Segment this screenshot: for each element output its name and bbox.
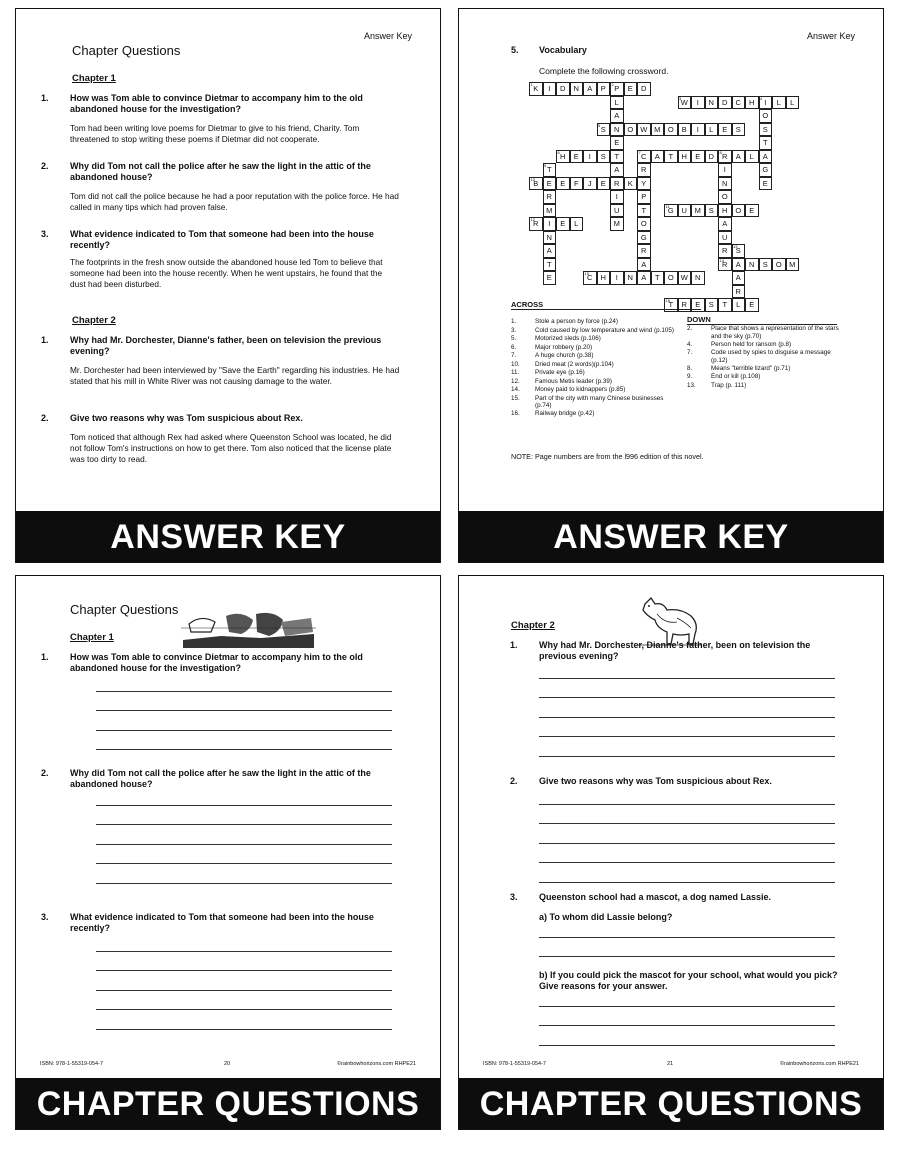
page-header-label: Answer Key bbox=[806, 31, 855, 41]
crossword-cell: A bbox=[610, 163, 624, 177]
clue-text: Motorized sleds (p.106) bbox=[535, 335, 601, 342]
crossword-cell: E bbox=[543, 271, 557, 285]
question-text: Why had Mr. Dorchester, Dianne's father, been on television the previous evening? bbox=[70, 335, 382, 356]
question-text: What evidence indicated to Tom that someone had been into the house recently? bbox=[70, 229, 374, 250]
crossword-cell: N bbox=[624, 271, 638, 285]
crossword-cell: L bbox=[705, 123, 719, 137]
clue-item bbox=[687, 382, 842, 390]
crossword-cell: A bbox=[732, 150, 746, 164]
crossword-cell: R bbox=[610, 177, 624, 191]
crossword-cell: O bbox=[732, 204, 746, 218]
chapter-2-heading: Chapter 2 bbox=[511, 620, 555, 631]
question-3 bbox=[41, 229, 400, 251]
crossword-cell: I bbox=[691, 123, 705, 137]
crossword-cell: Y bbox=[637, 177, 651, 191]
crossword-cell: L bbox=[745, 150, 759, 164]
down-heading: DOWN bbox=[687, 315, 837, 325]
crossword-cell: E bbox=[570, 150, 584, 164]
crossword-cell: E bbox=[745, 204, 759, 218]
clue-item bbox=[511, 318, 681, 326]
page-number-note: NOTE: Page numbers are from the l996 edition of this novel. bbox=[511, 452, 704, 461]
crossword-cell: M bbox=[543, 204, 557, 218]
page-title: Chapter Questions bbox=[70, 602, 179, 617]
crossword-cell: T bbox=[637, 204, 651, 218]
worksheet-page-chapter-1 bbox=[15, 575, 441, 1130]
crossword-cell: D bbox=[705, 150, 719, 164]
answer-lines-1[interactable] bbox=[96, 672, 392, 750]
crossword-cell: S bbox=[705, 298, 719, 312]
crossword-cell: P bbox=[637, 190, 651, 204]
crossword-grid bbox=[529, 82, 809, 309]
crossword-cell: I bbox=[691, 96, 705, 110]
answer-lines-2[interactable] bbox=[96, 786, 392, 884]
question-3a: a) To whom did Lassie belong? bbox=[539, 912, 673, 922]
clue-number: 16. bbox=[511, 410, 520, 417]
crossword-cell: H bbox=[597, 271, 611, 285]
answer-key-banner: ANSWER KEY bbox=[459, 511, 883, 562]
crossword-cell: E bbox=[759, 177, 773, 191]
answer-4: Mr. Dorchester had been interviewed by "Save the Earth" regarding his industries. He had stated that his mill in White River was not causing damage to the water. bbox=[70, 365, 400, 386]
crossword-cell: E bbox=[556, 177, 570, 191]
clue-text: Money paid to kidnappers (p.85) bbox=[535, 386, 626, 393]
crossword-cell: O bbox=[624, 123, 638, 137]
clue-number: 5 bbox=[598, 122, 601, 128]
crossword-cell: P 2 bbox=[610, 82, 624, 96]
clue-item bbox=[511, 369, 681, 377]
crossword-cell: F bbox=[570, 177, 584, 191]
clue-text: Dried meat (2 words)(p.104) bbox=[535, 360, 614, 368]
crossword-cell: P bbox=[597, 82, 611, 96]
question-3b: b) If you could pick the mascot for your school, what would you pick? Give reasons for your answer. bbox=[539, 970, 838, 991]
crossword-cell: A bbox=[651, 150, 665, 164]
crossword-cell: U bbox=[610, 204, 624, 218]
crossword-cell: D bbox=[718, 96, 732, 110]
crossword-cell: A bbox=[610, 109, 624, 123]
clue-text: Famous Metis leader (p.39) bbox=[535, 377, 612, 385]
clue-text: Cold caused by low temperature and wind (p.105) bbox=[535, 326, 674, 334]
clue-text: Place that shows a representation of the stars and the sky (p.70) bbox=[711, 325, 839, 340]
answer-lines-3a[interactable] bbox=[539, 918, 835, 957]
clue-number: 9 bbox=[544, 163, 547, 168]
crossword-cell: R bbox=[543, 190, 557, 204]
question-text: How was Tom able to convince Dietmar to accompany him to the old abandoned house for the investigation? bbox=[70, 93, 363, 114]
crossword-cell: N bbox=[705, 96, 719, 110]
question-number: 2. bbox=[41, 161, 49, 171]
crossword-cell: N bbox=[570, 82, 584, 96]
clue-number: 6 bbox=[557, 149, 560, 155]
question-text: What evidence indicated to Tom that someone had been into the house recently? bbox=[70, 912, 374, 933]
clue-text: Railway bridge (p.42) bbox=[535, 410, 595, 417]
clue-item bbox=[511, 335, 681, 343]
clue-number: 7. bbox=[511, 352, 517, 359]
answer-lines-2[interactable] bbox=[539, 785, 835, 883]
crossword-cell: N bbox=[543, 231, 557, 245]
crossword-cell: S bbox=[759, 123, 773, 137]
crossword-cell: E bbox=[691, 150, 705, 164]
crossword-cell: T bbox=[718, 298, 732, 312]
clue-text: Major robbery (p.20) bbox=[535, 343, 593, 351]
clue-item bbox=[511, 386, 681, 394]
clue-number: 8. bbox=[687, 364, 693, 372]
clue-number: 14. bbox=[511, 386, 520, 393]
question-3 bbox=[510, 892, 843, 903]
footer-publisher: ©rainbowhorizons.com RHPE21 bbox=[337, 1061, 416, 1067]
clue-number: 13. bbox=[687, 381, 696, 389]
crossword-cell: T bbox=[543, 258, 557, 272]
crossword-cell: A bbox=[732, 271, 746, 285]
crossword-cell: A bbox=[759, 150, 773, 164]
page-header-label: Answer Key bbox=[363, 31, 412, 41]
clue-item bbox=[687, 341, 842, 349]
question-number: 2. bbox=[41, 768, 49, 778]
chapter-2-heading: Chapter 2 bbox=[72, 315, 116, 326]
clue-number: 14 bbox=[719, 257, 724, 263]
question-number: 3. bbox=[41, 912, 49, 922]
crossword-cell: W 3 bbox=[678, 96, 692, 110]
clue-number: 15 bbox=[584, 271, 589, 276]
crossword-cell: A bbox=[732, 258, 746, 272]
crossword-cell: K bbox=[624, 177, 638, 191]
clue-number: 5. bbox=[511, 335, 517, 342]
clue-item bbox=[687, 373, 842, 381]
clue-number: 15. bbox=[511, 394, 520, 402]
crossword-cell: S bbox=[759, 258, 773, 272]
answer-2: Tom did not call the police because he had a poor reputation with the police force. He had called in many tips which had proven false. bbox=[70, 191, 399, 212]
crossword-cell: O bbox=[772, 258, 786, 272]
crossword-cell: B bbox=[678, 123, 692, 137]
crossword-cell: A bbox=[637, 258, 651, 272]
answer-lines-3[interactable] bbox=[96, 932, 392, 1030]
clue-text: Code used by spies to disguise a message (p.12) bbox=[711, 349, 831, 364]
clue-text: Person held for ransom (p.8) bbox=[711, 340, 792, 348]
question-number: 1. bbox=[510, 640, 518, 650]
crossword-cell: C 15 bbox=[583, 271, 597, 285]
clue-number: 13 bbox=[733, 244, 738, 249]
crossword-cell: A bbox=[543, 244, 557, 258]
crossword-cell: O bbox=[718, 190, 732, 204]
crossword-cell: K 1 bbox=[529, 82, 543, 96]
crossword-cell: H bbox=[718, 204, 732, 218]
crossword-cell: M bbox=[691, 204, 705, 218]
footer-page-number: 20 bbox=[224, 1061, 231, 1067]
clue-number: 2. bbox=[687, 325, 693, 332]
crossword-cell: L bbox=[610, 96, 624, 110]
crossword-cell: I 4 bbox=[759, 96, 773, 110]
crossword-cell: O bbox=[664, 123, 678, 137]
crossword-cell: C bbox=[732, 96, 746, 110]
clue-item bbox=[687, 349, 842, 364]
clue-number: 7. bbox=[687, 349, 693, 356]
crossword-cell: S bbox=[597, 150, 611, 164]
crossword-cell: S 5 bbox=[597, 123, 611, 137]
answer-key-page-crossword bbox=[458, 8, 884, 563]
crossword-cell: E bbox=[610, 136, 624, 150]
footer-isbn: ISBN: 978-1-55319-054-7 bbox=[40, 1061, 103, 1067]
crossword-cell: E bbox=[691, 298, 705, 312]
question-3 bbox=[41, 912, 400, 934]
crossword-cell: W bbox=[637, 123, 651, 137]
crossword-cell: E bbox=[745, 298, 759, 312]
crossword-cell: T 9 bbox=[543, 163, 557, 177]
question-number: 3. bbox=[41, 229, 49, 239]
footer-isbn: ISBN: 978-1-55319-054-7 bbox=[483, 1061, 546, 1067]
boys-reading-illustration bbox=[181, 610, 316, 648]
question-number: 1. bbox=[41, 93, 49, 103]
question-number: 1. bbox=[41, 335, 49, 345]
chapter-1-heading: Chapter 1 bbox=[70, 632, 114, 643]
crossword-cell: N bbox=[691, 271, 705, 285]
clue-item bbox=[511, 378, 681, 386]
clue-number: 11 bbox=[665, 203, 670, 209]
crossword-cell: U bbox=[718, 231, 732, 245]
answer-key-banner: ANSWER KEY bbox=[16, 511, 440, 562]
dog-illustration bbox=[637, 594, 701, 646]
crossword-cell: G 11 bbox=[664, 204, 678, 218]
page-title: Chapter Questions bbox=[72, 43, 181, 58]
crossword-cell: O bbox=[637, 217, 651, 231]
crossword-cell: N bbox=[610, 123, 624, 137]
crossword-cell: E bbox=[718, 123, 732, 137]
crossword-cell: D bbox=[556, 82, 570, 96]
crossword-cell: J bbox=[583, 177, 597, 191]
clue-text: Part of the city with many Chinese businesses (p.74) bbox=[535, 394, 664, 410]
clue-number: 7 bbox=[638, 149, 641, 155]
crossword-cell: O bbox=[664, 271, 678, 285]
crossword-instruction: Complete the following crossword. bbox=[539, 66, 669, 76]
clue-item bbox=[687, 365, 842, 373]
question-text: How was Tom able to convince Dietmar to accompany him to the old abandoned house for the investigation? bbox=[70, 652, 363, 673]
crossword-cell: I bbox=[610, 190, 624, 204]
crossword-cell: T bbox=[651, 271, 665, 285]
clue-number: 11. bbox=[511, 369, 520, 376]
clue-text: Private eye (p.16) bbox=[535, 369, 585, 376]
crossword-cell: A bbox=[718, 217, 732, 231]
crossword-cell: R 12 bbox=[529, 217, 543, 231]
crossword-cell: N bbox=[745, 258, 759, 272]
footer-publisher: ©rainbowhorizons.com RHPE21 bbox=[780, 1061, 859, 1067]
crossword-cell: R 14 bbox=[718, 258, 732, 272]
crossword-cell: U bbox=[678, 204, 692, 218]
chapter-1-heading: Chapter 1 bbox=[72, 73, 116, 84]
clue-number: 3. bbox=[511, 326, 517, 334]
crossword-cell: A bbox=[637, 271, 651, 285]
question-4 bbox=[41, 335, 400, 357]
crossword-cell: L bbox=[570, 217, 584, 231]
crossword-cell: E bbox=[624, 82, 638, 96]
crossword-cell: L bbox=[786, 96, 800, 110]
crossword-cell: T bbox=[664, 150, 678, 164]
section-title: Vocabulary bbox=[539, 45, 587, 55]
crossword-cell: I bbox=[583, 150, 597, 164]
crossword-cell: R bbox=[637, 244, 651, 258]
crossword-cell: L bbox=[772, 96, 786, 110]
clue-number: 6. bbox=[511, 343, 517, 351]
clue-number: 4 bbox=[760, 95, 763, 101]
answer-lines-3b[interactable] bbox=[539, 987, 835, 1046]
crossword-cell: D bbox=[637, 82, 651, 96]
clue-number: 1 bbox=[530, 82, 533, 87]
clue-item bbox=[687, 325, 842, 340]
clue-number: 10. bbox=[511, 360, 520, 368]
crossword-cell: R bbox=[637, 163, 651, 177]
crossword-cell: T bbox=[610, 150, 624, 164]
crossword-cell: T bbox=[759, 136, 773, 150]
crossword-cell: L bbox=[732, 298, 746, 312]
clue-item bbox=[511, 344, 681, 352]
clue-number: 16 bbox=[665, 298, 670, 303]
answer-3: The footprints in the fresh snow outside the abandoned house led Tom to believe that someone had been into the house recently. When he went upstairs, he found that the dust had been disturbed. bbox=[70, 257, 383, 289]
question-text: Queenston school had a mascot, a dog named Lassie. bbox=[539, 892, 772, 902]
question-5 bbox=[41, 413, 400, 424]
clue-item bbox=[511, 395, 681, 410]
across-heading: ACROSS bbox=[511, 300, 701, 310]
crossword-cell: S bbox=[705, 204, 719, 218]
crossword-cell: H bbox=[678, 150, 692, 164]
clue-item bbox=[511, 361, 681, 369]
crossword-cell: S 13 bbox=[732, 244, 746, 258]
clue-item bbox=[511, 352, 681, 360]
clue-number: 8 bbox=[719, 149, 722, 155]
clue-number: 4. bbox=[687, 340, 693, 348]
chapter-questions-banner: CHAPTER QUESTIONS bbox=[459, 1078, 883, 1129]
crossword-cell: A bbox=[583, 82, 597, 96]
crossword-cell: M bbox=[610, 217, 624, 231]
crossword-cell: I bbox=[543, 217, 557, 231]
section-number: 5. bbox=[511, 45, 519, 55]
crossword-cell: B 10 bbox=[529, 177, 543, 191]
answer-lines-1[interactable] bbox=[539, 659, 835, 757]
clue-text: A huge church (p.38) bbox=[535, 352, 594, 359]
crossword-cell: I bbox=[543, 82, 557, 96]
clue-item bbox=[511, 410, 681, 418]
clue-number: 3 bbox=[679, 95, 682, 101]
question-text: Give two reasons why was Tom suspicious about Rex. bbox=[70, 413, 303, 423]
crossword-cell: N bbox=[718, 177, 732, 191]
clue-text: Stole a person by force (p.24) bbox=[535, 318, 618, 325]
question-number: 3. bbox=[510, 892, 518, 902]
crossword-cell: G bbox=[637, 231, 651, 245]
crossword-cell: R bbox=[678, 298, 692, 312]
question-text: Give two reasons why was Tom suspicious about Rex. bbox=[539, 776, 772, 786]
question-1 bbox=[41, 652, 400, 674]
answer-key-page-questions bbox=[15, 8, 441, 563]
clue-number: 10 bbox=[530, 176, 535, 182]
clue-text: End or kill (p.108) bbox=[711, 373, 761, 380]
clue-item bbox=[511, 327, 681, 335]
crossword-cell: T 16 bbox=[664, 298, 678, 312]
crossword-cell: H 6 bbox=[556, 150, 570, 164]
worksheet-page-chapter-2 bbox=[458, 575, 884, 1130]
crossword-cell: I bbox=[718, 163, 732, 177]
crossword-cell: H bbox=[745, 96, 759, 110]
clue-number: 9. bbox=[687, 373, 693, 380]
crossword-cell: E bbox=[556, 217, 570, 231]
question-number: 2. bbox=[41, 413, 49, 423]
clue-number: 12. bbox=[511, 377, 520, 385]
crossword-cell: M bbox=[651, 123, 665, 137]
crossword-cell: W bbox=[678, 271, 692, 285]
question-text: Why had Mr. Dorchester, Dianne's father, been on television the previous evening? bbox=[539, 640, 811, 661]
crossword-cell: R bbox=[718, 244, 732, 258]
clue-text: Trap (p. 111) bbox=[711, 381, 747, 389]
crossword-cell: C 7 bbox=[637, 150, 651, 164]
crossword-cell: E bbox=[597, 177, 611, 191]
crossword-cell: O bbox=[759, 109, 773, 123]
clue-number: 1. bbox=[511, 318, 517, 325]
crossword-cell: I bbox=[610, 271, 624, 285]
crossword-cell: R bbox=[732, 285, 746, 299]
clue-text: Means "terrible lizard" (p.71) bbox=[711, 364, 791, 372]
answer-1: Tom had been writing love poems for Dietmar to give to his friend, Charity. Tom threatened to stop writing these poems if Dietmar did not cooperate. bbox=[70, 123, 360, 144]
crossword-cell: G bbox=[759, 163, 773, 177]
chapter-questions-banner: CHAPTER QUESTIONS bbox=[16, 1078, 440, 1129]
crossword-cell: M bbox=[786, 258, 800, 272]
clue-number: 2 bbox=[611, 82, 614, 87]
question-1 bbox=[41, 93, 400, 115]
answer-5: Tom noticed that although Rex had asked where Queenston School was located, he did not follow Tom's instructions on how to get there. Tom also noticed that the license plate was too dirty to read. bbox=[70, 432, 392, 464]
crossword-cell: R 8 bbox=[718, 150, 732, 164]
crossword-cell: S bbox=[732, 123, 746, 137]
clue-number: 12 bbox=[530, 217, 535, 222]
footer-page-number: 21 bbox=[667, 1061, 674, 1067]
question-text: Why did Tom not call the police after he saw the light in the attic of the abandoned house? bbox=[70, 161, 371, 182]
question-number: 1. bbox=[41, 652, 49, 662]
question-2 bbox=[41, 161, 400, 183]
crossword-cell: E bbox=[543, 177, 557, 191]
question-number: 2. bbox=[510, 776, 518, 786]
question-text: Why did Tom not call the police after he saw the light in the attic of the abandoned house? bbox=[70, 768, 371, 789]
